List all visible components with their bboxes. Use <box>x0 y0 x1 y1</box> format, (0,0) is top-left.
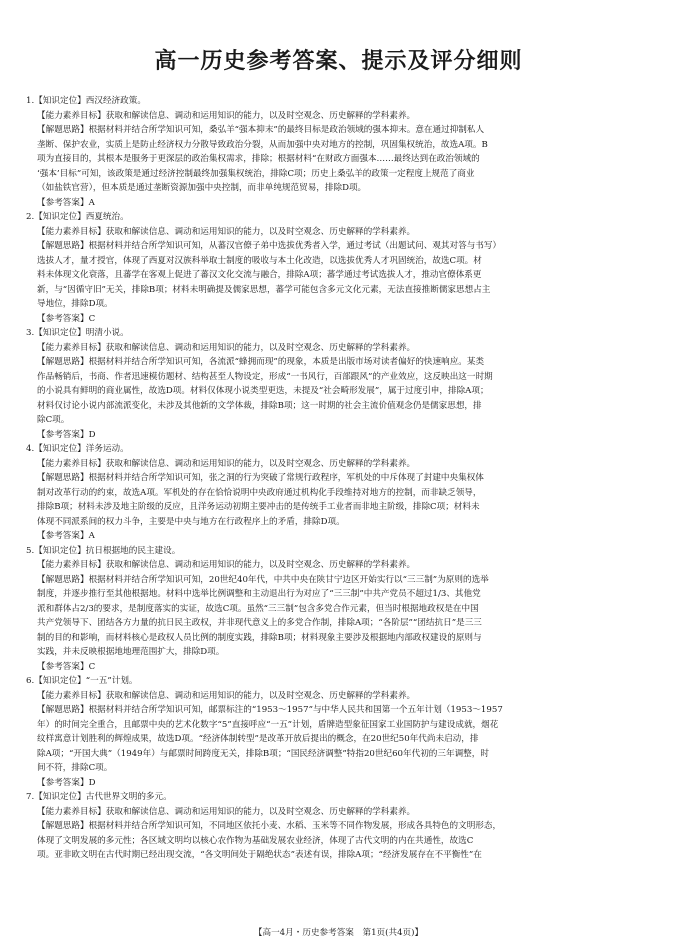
answer-line: 【参考答案】C <box>37 313 96 324</box>
answer-line: 【能力素养目标】获取和解读信息、调动和运用知识的能力，以及时空观念、历史解释的学科素养。 <box>37 226 416 237</box>
answer-line: 作品畅销后，书商、作者迅速模仿题材、结构甚至人物设定，形成“一书风行，百部跟风”的产业效应，这反映出这一时期 <box>37 371 493 382</box>
answer-line: 项为直接目的，其根本是服务于更深层的政治集权需求，排除；根据材料“在财政方面强本……最终达到在政治领域的 <box>37 154 480 164</box>
answer-line: 【能力素养目标】获取和解读信息、调动和运用知识的能力，以及时空观念、历史解释的学科素养。 <box>37 806 416 817</box>
answer-line: 材料仅讨论小说内部流派变化，未涉及其他新的文学体裁，排除B项；这一时期的社会主流价值观念仍是儒家思想，排 <box>37 400 482 411</box>
answer-line: 的小说具有鲜明的商业属性，故选D项。材料仅体现小说类型更迭，未提及“社会畸形发展”，属于过度引申，排除A项； <box>37 386 489 396</box>
answer-line: 【解题思路】根据材料并结合所学知识可知，张之洞的行为突破了常规行政程序，军机处的中斥体现了封建中央集权体 <box>37 473 484 483</box>
answer-line: （如盐铁官营），但本质是通过垄断资源加强中央控制，而非单纯规范贸易，排除D项。 <box>37 183 367 193</box>
question-heading: 4.【知识定位】洋务运动。 <box>26 444 129 454</box>
answer-line: 【解题思路】根据材料并结合所学知识可知，从蕃汉官僚子弟中选拔优秀者入学，通过考试（出题试问、观其对答与书写） <box>37 241 502 251</box>
answer-line: 【解题思路】根据材料并结合所学知识可知，桑弘羊“强本抑末”的最终目标是政治领域的强本抑末。意在通过抑制私人 <box>37 125 485 135</box>
answer-line: 新，与“因循守旧”无关，排除B项；材料未明确提及儒家思想，蕃学可能包含多元文化元素，无法直接推断儒家思想占主 <box>37 284 491 295</box>
answer-line: 除C项。 <box>37 415 70 425</box>
answer-line: 【参考答案】D <box>37 429 96 440</box>
question-block <box>26 544 653 675</box>
question-block <box>26 326 653 442</box>
answer-line: 【解题思路】根据材料并结合所学知识可知，各流派“蜂拥而现”的现象，本质是出版市场对读者偏好的快速响应。某类 <box>37 357 485 367</box>
page-footer: 【高一4月・历史参考答案 第1页(共4页)】 <box>253 928 424 938</box>
answer-line: 【能力素养目标】获取和解读信息、调动和运用知识的能力，以及时空观念、历史解释的学科素养。 <box>37 342 416 353</box>
answer-line: 派和群体占2/3的要求，是制度落实的实证，故选C项。虽然“三三制”包含多党合作元素，但当时根据地政权是在中国 <box>37 603 479 614</box>
answer-line: 制的目的和影响，而材料核心是政权人员比例的制度实践，排除B项；材料现象主要涉及根据地内部政权建设的原则与 <box>37 632 482 643</box>
question-heading: 6.【知识定位】“一五”计划。 <box>26 676 138 686</box>
question-block <box>26 442 653 544</box>
answer-line: 【能力素养目标】获取和解读信息、调动和运用知识的能力，以及时空观念、历史解释的学科素养。 <box>37 560 416 570</box>
answer-line: 【解题思路】根据材料并结合所学知识可知，邮票标注的“1953～1957”与中华人民共和国第一个五年计划（1953～1957 <box>37 705 503 715</box>
question-block <box>26 94 653 210</box>
answer-line: 共产党领导下、团结各方力量的抗日民主政权，并非现代意义上的多党合作制，排除A项；“各阶层”“团结抗日”是三三 <box>37 618 482 628</box>
answer-line: 间不符，排除C项。 <box>37 763 113 773</box>
answer-line: 实践，并未反映根据地地理范围扩大，排除D项。 <box>37 647 225 657</box>
question-heading: 1.【知识定位】西汉经济政策。 <box>26 96 146 106</box>
answer-line: 【参考答案】C <box>37 661 96 672</box>
question-block <box>26 210 653 326</box>
answer-line: 垄断、保护农业，实质上是防止经济权力分散导致政治分裂，从而加强中央对地方的控制，巩固集权统治，故选A项。B <box>37 139 488 150</box>
question-heading: 7.【知识定位】古代世界文明的多元。 <box>26 792 172 802</box>
answer-line: 体现了文明发展的多元性；各区域文明均以核心农作物为基础发展农业经济，体现了古代文明的内在共通性，故选C <box>37 835 474 846</box>
answer-line: 年）的时间完全重合，且邮票中央的艺术化数字“5”直接呼应“一五”计划，盾牌造型象征国家工业国防护与建设成就，烟花 <box>37 719 499 730</box>
answer-line: 【参考答案】A <box>37 197 95 208</box>
answer-line: 【参考答案】D <box>37 777 96 788</box>
answer-line: 【解题思路】根据材料并结合所学知识可知，20世纪40年代，中共中央在陕甘宁边区开始实行以“三三制”为原则的选举 <box>37 574 489 585</box>
answer-line: 项。亚非欧文明在古代时期已经出现交流，“各文明间处于隔绝状态”表述有误，排除A项；“经济发展存在不平衡性”在 <box>37 850 482 860</box>
page-title: 高一历史参考答案、提示及评分细则 <box>154 49 523 74</box>
question-heading: 2.【知识定位】西夏统治。 <box>26 212 129 222</box>
question-heading: 5.【知识定位】抗日根据地的民主建设。 <box>26 545 181 556</box>
answer-line: 体现不同派系间的权力斗争，主要是中央与地方在行政程序上的矛盾，排除D项。 <box>37 516 345 527</box>
answer-line: 除A项；“开国大典”（1949年）与邮票时间跨度无关，排除B项；“国民经济调整”特指20世纪60年代初的三年调整，时 <box>37 748 489 759</box>
answer-line: 【能力素养目标】获取和解读信息、调动和运用知识的能力，以及时空观念、历史解释的学科素养。 <box>37 690 416 701</box>
answer-line: 排除B项；材料未涉及地主阶级的反应，且洋务运动初期主要冲击的是传统手工业者而非地主阶级，排除C项；材料未 <box>37 502 480 512</box>
answer-line: 料未体现文化衰落，且蕃学在客观上促进了蕃汉文化交流与融合，排除A项；蕃学通过考试选拔人才，推动官僚体系更 <box>37 270 482 280</box>
question-block <box>26 674 653 790</box>
question-block <box>26 790 653 863</box>
answer-line: 选拔人才，量才授官，体现了西夏对汉族科举取士制度的吸收与本土化改造，以选拔优秀人才巩固统治，故选C项。材 <box>37 255 482 266</box>
answer-line: 制对改革行动的约束，故选A项。军机处的存在恰恰说明中央政府通过机构化手段维持对地方的控制，而非缺乏领导， <box>37 487 482 498</box>
answer-content <box>26 94 653 863</box>
answer-line: 纹样寓意计划胜利的辉煌成果，故选D项。“经济体制转型”是改革开放后提出的概念，在20世纪50年代尚未启动，排 <box>37 734 479 744</box>
answer-line: 【解题思路】根据材料并结合所学知识可知，不同地区依托小麦、水稻、玉米等不同作物发展，形成各具特色的文明形态， <box>37 821 502 831</box>
answer-line: 【参考答案】A <box>37 531 95 541</box>
answer-line: ‘强本’目标”可知，该政策是通过经济控制最终加强集权统治，排除C项；历史上桑弘羊的政策一定程度上规范了商业 <box>37 168 475 179</box>
question-heading: 3.【知识定位】明清小说。 <box>26 328 129 338</box>
answer-line: 【能力素养目标】获取和解读信息、调动和运用知识的能力，以及时空观念、历史解释的学科素养。 <box>37 110 416 121</box>
answer-line: 导地位，排除D项。 <box>37 299 113 309</box>
answer-line: 制度，并逐步推行至其他根据地。材料中选举比例调整和主动退出行为对应了“三三制”中共产党员不超过1/3、其他党 <box>37 589 481 599</box>
answer-line: 【能力素养目标】获取和解读信息、调动和运用知识的能力，以及时空观念、历史解释的学科素养。 <box>37 458 416 469</box>
